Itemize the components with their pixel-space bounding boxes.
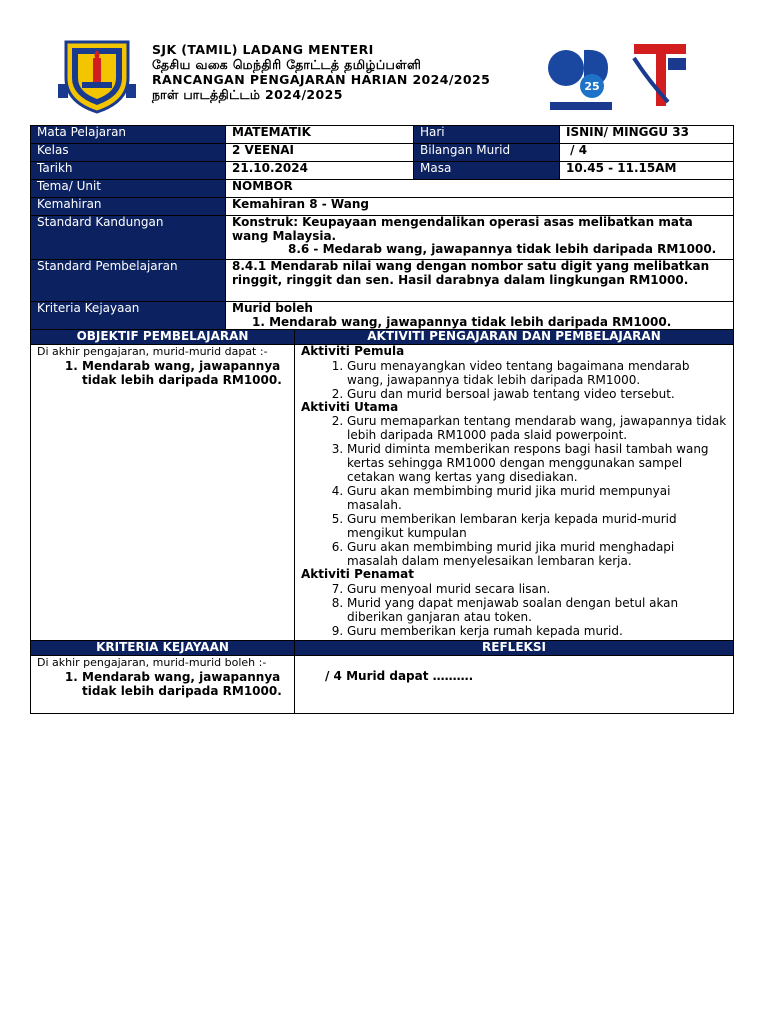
school-crest-logo [58, 38, 136, 114]
aktiviti-item: 2. Guru dan murid bersoal jawab tentang video tersebut. [347, 387, 727, 401]
objektif-list [37, 359, 288, 387]
aktiviti-item: 7. Guru menyoal murid secara lisan. [347, 582, 727, 596]
hari-value: ISNIN/ MINGGU 33 [560, 126, 734, 144]
kelas-label: Kelas [31, 144, 226, 162]
school-name-tamil: தேசிய வகை மெந்திரி தோட்டத் தமிழ்ப்பள்ளி [152, 57, 422, 72]
mata-pelajaran-value: MATEMATIK [226, 126, 414, 144]
aktiviti-item: 8. Murid yang dapat menjawab soalan dengan betul akan diberikan ganjaran atau token. [347, 596, 727, 624]
aktiviti-pemula-title: Aktiviti Pemula [301, 344, 405, 358]
refleksi-header: REFLEKSI [295, 641, 734, 656]
aktiviti-item: 6. Guru akan membimbing murid jika murid menghadapi masalah dalam menyelesaikan lembaran kerja. [347, 540, 727, 568]
standard-kandungan-value [226, 216, 734, 260]
s25-logo-number: 25 [584, 80, 600, 93]
tema-label: Tema/ Unit [31, 180, 226, 198]
refleksi-text: / 4 Murid dapat ………. [325, 669, 474, 683]
standard-kandungan-line2: 8.6 - Medarab wang, jawapannya tidak lebih daripada RM1000. [288, 242, 717, 256]
aktiviti-penamat-list [301, 582, 727, 638]
kriteria-kejayaan-intro: Murid boleh [232, 301, 313, 315]
school-name: SJK (TAMIL) LADANG MENTERI [152, 42, 374, 57]
standard-pembelajaran-label: Standard Pembelajaran [31, 260, 226, 302]
bilangan-murid-value: / 4 [560, 144, 734, 162]
standard-kandungan-label: Standard Kandungan [31, 216, 226, 260]
mata-pelajaran-label: Mata Pelajaran [31, 126, 226, 144]
aktiviti-pemula-list [301, 359, 727, 401]
standard-pembelajaran-value: 8.4.1 Mendarab nilai wang dengan nombor satu digit yang melibatkan ringgit, ringgit dan sen. Hasil darabnya dalam lingkungan RM1000. [226, 260, 734, 302]
kriteria-intro: Di akhir pengajaran, murid-murid boleh :- [37, 656, 267, 669]
kriteria-item: 1. Mendarab wang, jawapannya tidak lebih daripada RM1000. [82, 670, 288, 698]
lesson-plan-table [30, 125, 734, 714]
kelas-value: 2 VEENAI [226, 144, 414, 162]
tarikh-value: 21.10.2024 [226, 162, 414, 180]
kemahiran-label: Kemahiran [31, 198, 226, 216]
objektif-item: 1. Mendarab wang, jawapannya tidak lebih daripada RM1000. [82, 359, 288, 387]
kriteria-kejayaan-label: Kriteria Kejayaan [31, 302, 226, 330]
kriteria-kejayaan-value [226, 302, 734, 330]
standard-kandungan-line1: Konstruk: Keupayaan mengendalikan operasi asas melibatkan mata wang Malaysia. [232, 215, 693, 243]
kriteria-header: KRITERIA KEJAYAAN [31, 641, 295, 656]
tarikh-label: Tarikh [31, 162, 226, 180]
transformasi-pendidikan-logo [628, 40, 692, 110]
plan-title-tamil: நாள் பாடத்திட்டம் 2024/2025 [152, 87, 343, 102]
aktiviti-penamat-title: Aktiviti Penamat [301, 567, 414, 581]
kriteria-kejayaan-item: 1. Mendarab wang, jawapannya tidak lebih daripada RM1000. [252, 314, 672, 329]
plan-title: RANCANGAN PENGAJARAN HARIAN 2024/2025 [152, 72, 491, 87]
kriteria-cell [31, 656, 295, 714]
aktiviti-item: 5. Guru memberikan lembaran kerja kepada murid-murid mengikut kumpulan [347, 512, 727, 540]
masa-label: Masa [414, 162, 560, 180]
aktiviti-header: AKTIVITI PENGAJARAN DAN PEMBELAJARAN [295, 330, 734, 345]
document-header [30, 36, 732, 122]
objektif-intro: Di akhir pengajaran, murid-murid dapat :- [37, 345, 268, 358]
objektif-cell [31, 345, 295, 641]
aktiviti-utama-list [301, 414, 727, 568]
kriteria-list [37, 670, 288, 698]
aktiviti-item: 9. Guru memberikan kerja rumah kepada murid. [347, 624, 727, 638]
aktiviti-item: 2. Guru memaparkan tentang mendarab wang, jawapannya tidak lebih daripada RM1000 pada slaid powerpoint. [347, 414, 727, 442]
objektif-header: OBJEKTIF PEMBELAJARAN [31, 330, 295, 345]
aktiviti-item: 3. Murid diminta memberikan respons bagi hasil tambah wang kertas sehingga RM1000 dengan menggunakan sampel cetakan wang kertas yang disediakan. [347, 442, 727, 484]
kemahiran-value: Kemahiran 8 - Wang [226, 198, 734, 216]
aktiviti-item: 4. Guru akan membimbing murid jika murid mempunyai masalah. [347, 484, 727, 512]
aktiviti-cell [295, 345, 734, 641]
hari-label: Hari [414, 126, 560, 144]
bilangan-murid-label: Bilangan Murid [414, 144, 560, 162]
tema-value: NOMBOR [226, 180, 734, 198]
masa-value: 10.45 - 11.15AM [560, 162, 734, 180]
refleksi-cell [295, 656, 734, 714]
s25-logo [546, 40, 616, 114]
aktiviti-utama-title: Aktiviti Utama [301, 399, 399, 414]
aktiviti-item: 1. Guru menayangkan video tentang bagaimana mendarab wang, jawapannya tidak lebih daripada RM1000. [347, 359, 727, 387]
